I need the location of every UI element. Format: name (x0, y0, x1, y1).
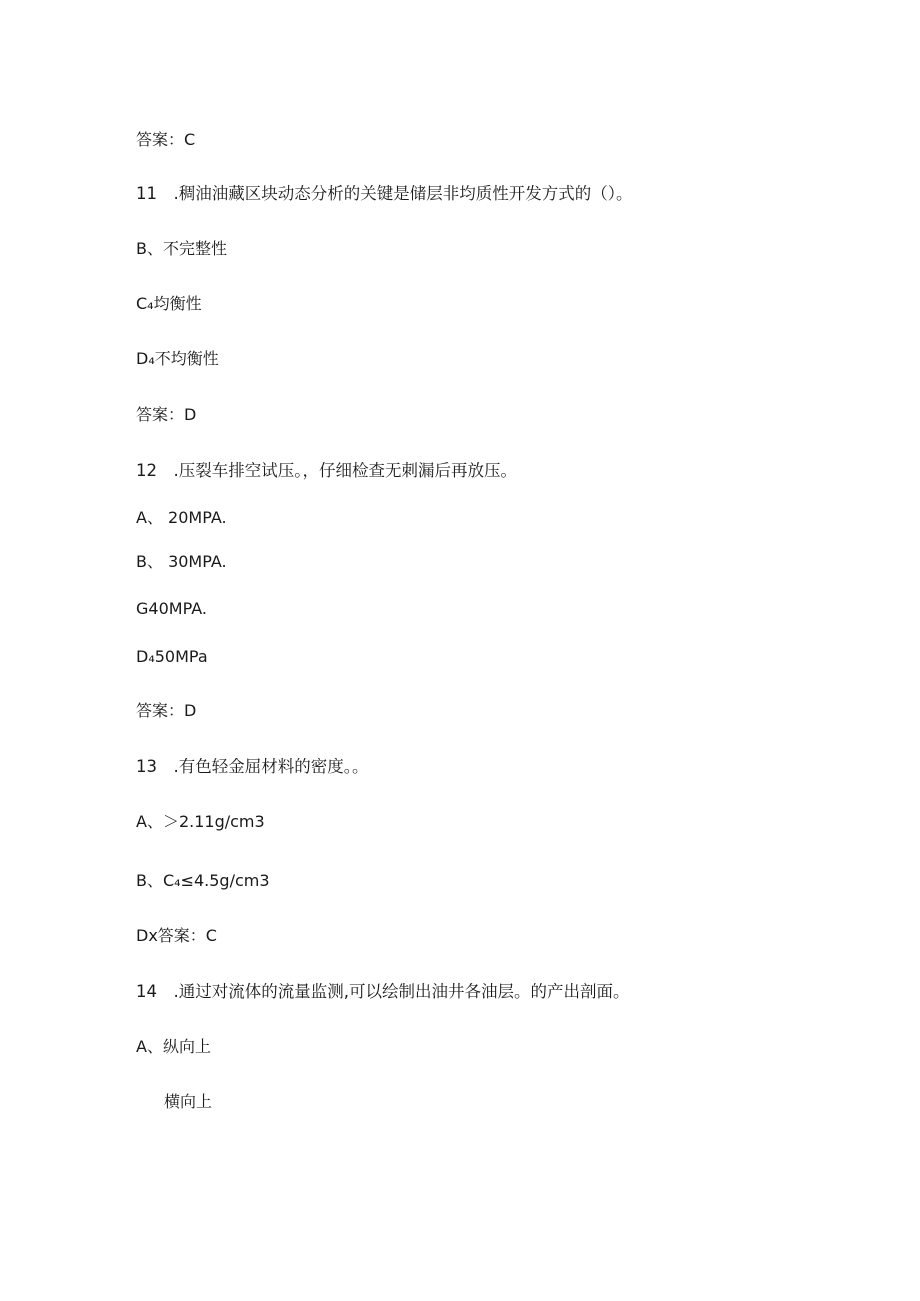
option-12-a: A、 20MPA. (136, 508, 227, 527)
answer-12: 答案：D (136, 701, 197, 720)
option-13-b: B、C₄≤4.5g∕cm3 (136, 871, 270, 890)
option-11-d: D₄不均衡性 (136, 349, 219, 368)
question-14: 14 .通过对流体的流量监测,可以绘制出油井各油层。的产出剖面。 (136, 982, 630, 1001)
question-12: 12 .压裂车排空试压。，仔细检查无刺漏后再放压。 (136, 461, 517, 480)
option-14-b: 横向上 (164, 1092, 213, 1111)
answer-10: 答案：C (136, 130, 196, 149)
option-12-d: D₄50MPa (136, 647, 208, 666)
option-12-b: B、 30MPA. (136, 552, 227, 571)
option-13-a: A、＞2.11g/cm3 (136, 812, 265, 831)
answer-11: 答案：D (136, 405, 197, 424)
option-14-a: A、纵向上 (136, 1037, 211, 1056)
option-13-d-answer: Dx答案：C (136, 926, 217, 945)
question-13: 13 .有色轻金屈材料的密度。。 (136, 757, 369, 776)
option-11-b: B、不完整性 (136, 239, 227, 258)
option-12-c: G40MPA. (136, 599, 207, 618)
option-11-c: C₄均衡性 (136, 294, 202, 313)
question-11: 11 .稠油油藏区块动态分析的关键是储层非均质性开发方式的（）。 (136, 184, 633, 203)
